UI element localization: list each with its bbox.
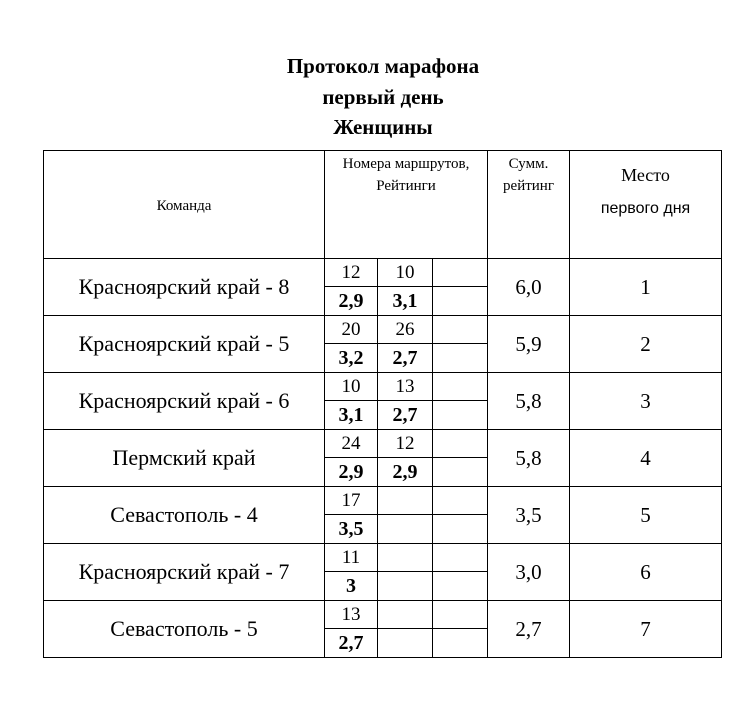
route-number: 17 xyxy=(325,487,378,515)
document-subtitle-day: первый день xyxy=(322,85,444,109)
route-rating xyxy=(433,515,488,544)
route-number: 24 xyxy=(325,430,378,458)
team-name: Севастополь - 4 xyxy=(44,487,325,544)
route-number: 10 xyxy=(378,259,433,287)
place: 5 xyxy=(570,487,722,544)
route-number xyxy=(378,487,433,515)
table-row xyxy=(44,373,722,401)
route-rating: 2,9 xyxy=(378,458,433,487)
route-rating: 2,9 xyxy=(325,458,378,487)
document-title: Протокол марафона xyxy=(286,54,480,78)
route-number xyxy=(378,544,433,572)
header-place-line1: Место xyxy=(621,165,670,185)
table-row xyxy=(44,316,722,344)
header-place-line2: первого дня xyxy=(600,200,691,217)
place: 4 xyxy=(570,430,722,487)
route-rating: 3 xyxy=(325,572,378,601)
route-number xyxy=(433,259,488,287)
route-number: 13 xyxy=(378,373,433,401)
route-number: 13 xyxy=(325,601,378,629)
header-team-label: Команда xyxy=(156,198,212,214)
route-rating xyxy=(378,515,433,544)
route-number xyxy=(433,316,488,344)
route-rating: 3,1 xyxy=(325,401,378,430)
route-rating: 3,5 xyxy=(325,515,378,544)
table-row xyxy=(44,601,722,629)
header-routes-line2: Рейтинги xyxy=(376,178,436,194)
team-name: Красноярский край - 5 xyxy=(44,316,325,373)
header-sum-line2: рейтинг xyxy=(503,178,554,194)
route-number xyxy=(433,373,488,401)
header-routes xyxy=(325,151,488,259)
sum-rating: 3,0 xyxy=(488,544,570,601)
route-rating xyxy=(433,344,488,373)
place: 6 xyxy=(570,544,722,601)
sum-rating: 3,5 xyxy=(488,487,570,544)
route-number: 12 xyxy=(378,430,433,458)
team-name: Севастополь - 5 xyxy=(44,601,325,658)
route-number: 11 xyxy=(325,544,378,572)
sum-rating: 5,8 xyxy=(488,373,570,430)
route-rating: 2,7 xyxy=(325,629,378,658)
table-row xyxy=(44,544,722,572)
route-number xyxy=(378,601,433,629)
header-team xyxy=(44,151,325,259)
route-number xyxy=(433,430,488,458)
route-rating xyxy=(378,572,433,601)
document-subtitle-category: Женщины xyxy=(333,115,433,139)
route-rating xyxy=(433,572,488,601)
route-number xyxy=(433,601,488,629)
place: 1 xyxy=(570,259,722,316)
sum-rating: 2,7 xyxy=(488,601,570,658)
route-rating xyxy=(433,401,488,430)
sum-rating: 6,0 xyxy=(488,259,570,316)
team-name: Красноярский край - 7 xyxy=(44,544,325,601)
route-rating xyxy=(433,629,488,658)
route-number xyxy=(433,544,488,572)
header-place xyxy=(570,151,722,259)
place: 3 xyxy=(570,373,722,430)
route-rating xyxy=(378,629,433,658)
route-number xyxy=(433,487,488,515)
table-row xyxy=(44,487,722,515)
route-number: 12 xyxy=(325,259,378,287)
team-name: Красноярский край - 8 xyxy=(44,259,325,316)
route-number: 10 xyxy=(325,373,378,401)
sum-rating: 5,8 xyxy=(488,430,570,487)
header-sum xyxy=(488,151,570,259)
route-rating xyxy=(433,287,488,316)
team-name: Красноярский край - 6 xyxy=(44,373,325,430)
header-sum-line1: Сумм. xyxy=(508,156,549,172)
route-rating: 2,7 xyxy=(378,344,433,373)
table-row xyxy=(44,259,722,287)
route-rating: 3,1 xyxy=(378,287,433,316)
team-name: Пермский край xyxy=(44,430,325,487)
route-rating: 2,7 xyxy=(378,401,433,430)
route-rating: 3,2 xyxy=(325,344,378,373)
table-header-row xyxy=(44,151,722,259)
route-number: 26 xyxy=(378,316,433,344)
table-row xyxy=(44,430,722,458)
place: 2 xyxy=(570,316,722,373)
sum-rating: 5,9 xyxy=(488,316,570,373)
route-number: 20 xyxy=(325,316,378,344)
header-routes-line1: Номера маршрутов, xyxy=(342,156,470,172)
route-rating: 2,9 xyxy=(325,287,378,316)
route-rating xyxy=(433,458,488,487)
place: 7 xyxy=(570,601,722,658)
results-table xyxy=(43,150,722,658)
